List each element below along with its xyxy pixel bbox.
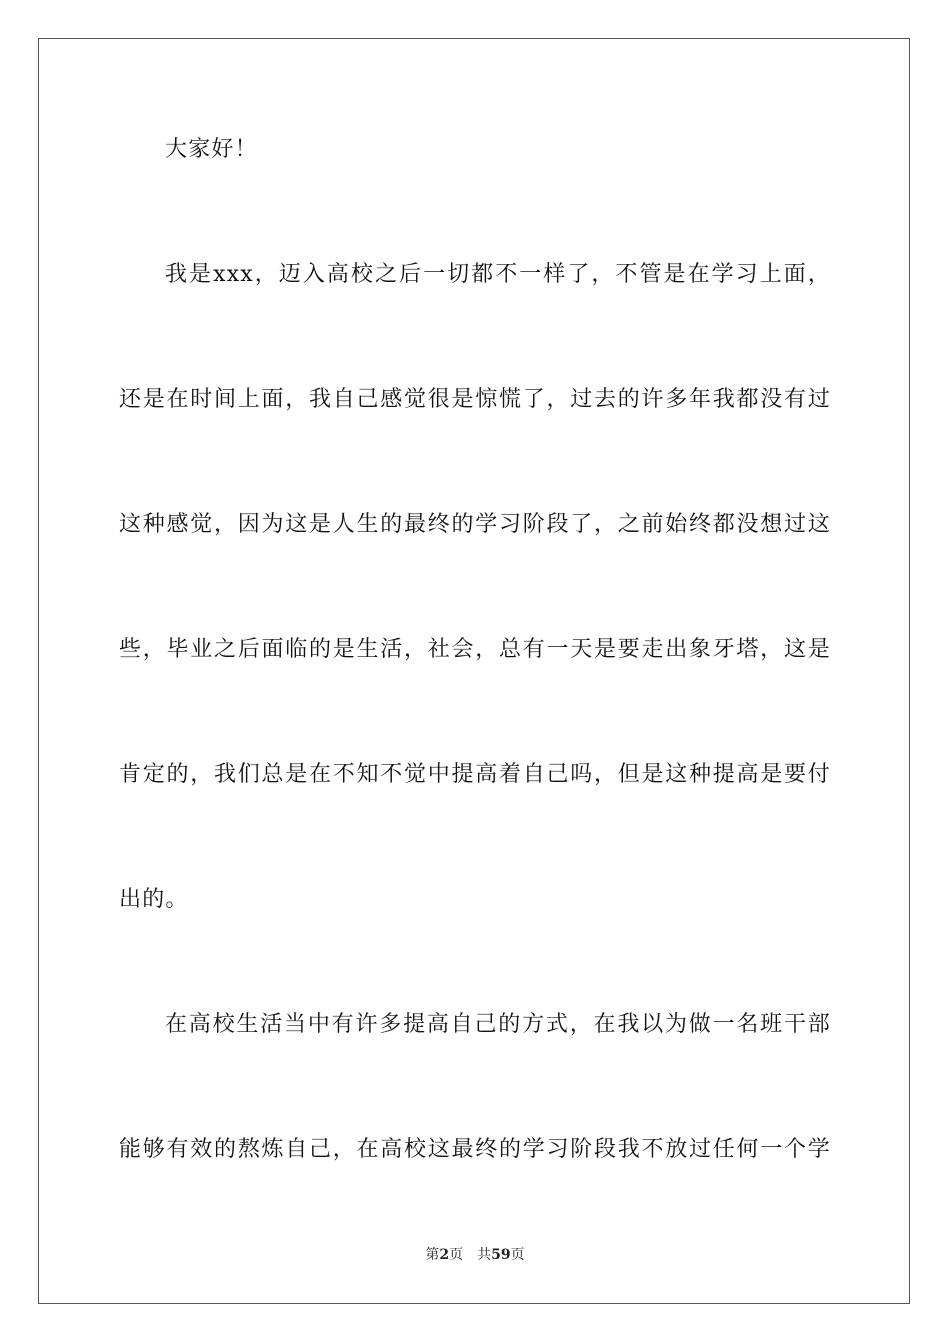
paragraph-line: 肯定的，我们总是在不知不觉中提高着自己吗，但是这种提高是要付: [119, 762, 831, 787]
page-suffix: 页: [449, 1247, 464, 1263]
paragraph-line: 还是在时间上面，我自己感觉很是惊慌了，过去的许多年我都没有过: [119, 387, 831, 412]
page-number: 2: [439, 1247, 450, 1263]
page-border: [38, 38, 910, 1304]
paragraph-line: 在高校生活当中有许多提高自己的方式，在我以为做一名班干部: [165, 1012, 831, 1037]
paragraph-line: 能够有效的熬炼自己，在高校这最终的学习阶段我不放过任何一个学: [119, 1137, 831, 1162]
total-pages: 59: [491, 1247, 511, 1263]
paragraph-line: 我是xxx，迈入高校之后一切都不一样了，不管是在学习上面，: [165, 262, 831, 287]
paragraph-line: 出的。: [119, 887, 189, 912]
greeting-line: 大家好！: [165, 137, 258, 162]
paragraph-line: 这种感觉，因为这是人生的最终的学习阶段了，之前始终都没想过这: [119, 512, 831, 537]
total-prefix: 共: [477, 1247, 492, 1263]
total-suffix: 页: [510, 1247, 525, 1263]
page-footer: [0, 1246, 950, 1264]
page-prefix: 第: [425, 1247, 440, 1263]
paragraph-line: 些，毕业之后面临的是生活，社会，总有一天是要走出象牙塔，这是: [119, 637, 831, 662]
